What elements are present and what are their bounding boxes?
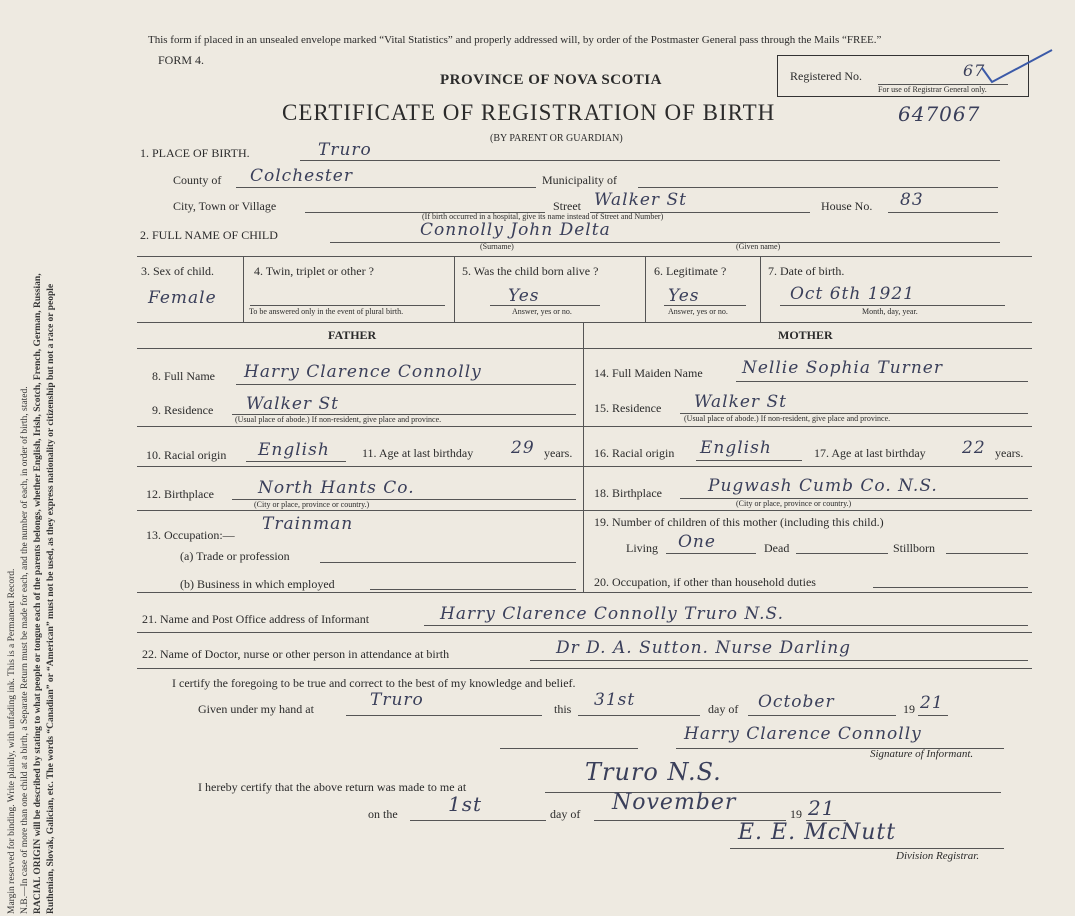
certify-year-prefix: 19	[903, 702, 915, 716]
father-business-label: (b) Business in which employed	[180, 577, 335, 591]
mother-occupation-label: 20. Occupation, if other than household duties	[594, 575, 816, 589]
sex-value: Female	[148, 288, 217, 308]
mother-racial-label: 16. Racial origin	[594, 446, 675, 460]
legitimate-label: 6. Legitimate ?	[654, 264, 727, 278]
mother-age-value: 22	[962, 438, 986, 458]
mother-heading: MOTHER	[778, 328, 833, 342]
registered-value: 67	[963, 61, 986, 80]
registrar-place-value: Truro N.S.	[585, 758, 722, 786]
form-number: FORM 4.	[158, 53, 205, 67]
father-residence-note: (Usual place of abode.) If non-resident, give place and province.	[235, 415, 442, 424]
father-birthplace-value: North Hants Co.	[258, 478, 415, 498]
informant-label: 21. Name and Post Office address of Informant	[142, 612, 370, 626]
twin-label: 4. Twin, triplet or other ?	[254, 264, 374, 278]
father-birthplace-note: (City or place, province or country.)	[254, 500, 370, 509]
division-registrar-label: Division Registrar.	[896, 850, 980, 862]
given-under-label: Given under my hand at	[198, 702, 314, 716]
legitimate-note: Answer, yes or no.	[668, 307, 728, 316]
father-birthplace-label: 12. Birthplace	[146, 487, 214, 501]
municipality-label: Municipality of	[542, 173, 617, 187]
registrar-year-prefix: 19	[790, 807, 802, 821]
certify-year-value: 21	[920, 693, 944, 713]
certificate-subtitle: (BY PARENT OR GUARDIAN)	[490, 133, 623, 144]
father-residence-label: 9. Residence	[152, 403, 214, 417]
father-name-label: 8. Full Name	[152, 369, 215, 383]
house-label: House No.	[821, 199, 873, 213]
twin-note: To be answered only in the event of plural birth.	[249, 307, 404, 316]
mother-years: years.	[995, 446, 1024, 460]
alive-note: Answer, yes or no.	[512, 307, 572, 316]
given-place-value: Truro	[370, 690, 424, 710]
certificate-number: 647067	[898, 102, 981, 126]
living-value: One	[678, 532, 716, 552]
margin-line-2: N.B.—In case of more than one child at a birth, a Separate Return must be made for each, and the number of each, in order of birth, stated.	[20, 386, 30, 914]
registrar-signature: E. E. McNutt	[738, 820, 897, 845]
margin-line-3: RACIAL ORIGIN will be described by stating to what people or tongue each of the parents belongs, whether English, Irish, Scotch, French, German, Russian,	[33, 273, 43, 914]
city-label: City, Town or Village	[173, 199, 277, 213]
living-label: Living	[626, 541, 658, 555]
child-name-value: Connolly John Delta	[420, 220, 611, 240]
father-racial-label: 10. Racial origin	[146, 448, 227, 462]
doctor-value: Dr D. A. Sutton. Nurse Darling	[556, 638, 852, 658]
father-age-value: 29	[511, 438, 535, 458]
alive-value: Yes	[508, 286, 540, 306]
mother-residence-note: (Usual place of abode.) If non-resident, give place and province.	[684, 414, 891, 423]
this-label: this	[554, 702, 572, 716]
father-heading: FATHER	[328, 328, 377, 342]
mother-age-label: 17. Age at last birthday	[814, 446, 926, 460]
certify-day-value: 31st	[594, 690, 636, 710]
mother-birthplace-label: 18. Birthplace	[594, 486, 662, 500]
birth-date-label: 7. Date of birth.	[768, 264, 845, 278]
registrar-note: For use of Registrar General only.	[878, 85, 987, 94]
mother-racial-value: English	[700, 438, 772, 458]
father-racial-value: English	[258, 440, 330, 460]
father-age-label: 11. Age at last birthday	[362, 446, 474, 460]
informant-value: Harry Clarence Connolly Truro N.S.	[440, 604, 784, 624]
mail-notice: This form if placed in an unsealed envelope marked “Vital Statistics” and properly addressed will, by order of the Postmaster General pass through the Mails “FREE.”	[148, 34, 882, 46]
father-occupation-label: 13. Occupation:—	[146, 528, 235, 542]
surname-note: (Surname)	[480, 242, 514, 251]
registrar-day-value: 1st	[448, 792, 483, 816]
registrar-year-value: 21	[808, 796, 836, 820]
doctor-label: 22. Name of Doctor, nurse or other person in attendance at birth	[142, 647, 450, 661]
mother-name-value: Nellie Sophia Turner	[742, 358, 943, 378]
signature-of-informant-label: Signature of Informant.	[870, 748, 974, 760]
given-name-note: (Given name)	[736, 242, 781, 251]
margin-line-1: Margin reserved for binding. Write plainly, with unfading ink. This is a Permanent Record.	[7, 568, 17, 914]
street-value: Walker St	[594, 190, 687, 210]
hospital-note: (If birth occurred in a hospital, give its name instead of Street and Number)	[422, 212, 664, 221]
certify-statement: I certify the foregoing to be true and correct to the best of my knowledge and belief.	[172, 676, 576, 690]
registrar-month-value: November	[612, 790, 737, 815]
margin-instructions	[6, 18, 116, 914]
county-label: County of	[173, 173, 222, 187]
dead-label: Dead	[764, 541, 790, 555]
mother-children-label: 19. Number of children of this mother (including this child.)	[594, 515, 884, 529]
mother-birthplace-note: (City or place, province or country.)	[736, 499, 852, 508]
registrar-day-of-label: day of	[550, 807, 581, 821]
father-residence-value: Walker St	[246, 394, 339, 414]
mother-birthplace-value: Pugwash Cumb Co. N.S.	[708, 476, 938, 496]
informant-signature: Harry Clarence Connolly	[684, 724, 922, 744]
father-occupation-value: Trainman	[262, 514, 354, 534]
father-trade-label: (a) Trade or profession	[180, 549, 290, 563]
checkmark-icon	[978, 46, 1058, 92]
province-title: PROVINCE OF NOVA SCOTIA	[440, 72, 662, 88]
father-years: years.	[544, 446, 573, 460]
father-name-value: Harry Clarence Connolly	[244, 362, 482, 382]
registrar-statement: I hereby certify that the above return was made to me at	[198, 780, 467, 794]
margin-line-4: Ruthenian, Slovak, Galician, etc. The words “Canadian” or “American” must not be used, as they express nationality or citizenship but not a race or people	[46, 283, 56, 914]
street-label: Street	[553, 199, 581, 213]
mother-residence-label: 15. Residence	[594, 401, 662, 415]
birth-date-note: Month, day, year.	[862, 307, 918, 316]
house-value: 83	[900, 190, 924, 210]
place-of-birth-value: Truro	[318, 140, 372, 160]
sex-label: 3. Sex of child.	[141, 264, 214, 278]
mother-name-label: 14. Full Maiden Name	[594, 366, 703, 380]
registered-label: Registered No.	[790, 69, 862, 83]
registered-box	[777, 55, 1029, 97]
county-value: Colchester	[250, 166, 353, 186]
certificate-title: CERTIFICATE OF REGISTRATION OF BIRTH	[282, 100, 776, 125]
stillborn-label: Stillborn	[893, 541, 936, 555]
on-the-label: on the	[368, 807, 398, 821]
child-name-label: 2. FULL NAME OF CHILD	[140, 228, 278, 242]
legitimate-value: Yes	[668, 286, 700, 306]
mother-residence-value: Walker St	[694, 392, 787, 412]
alive-label: 5. Was the child born alive ?	[462, 264, 599, 278]
certify-day-of-label: day of	[708, 702, 739, 716]
place-of-birth-label: 1. PLACE OF BIRTH.	[140, 146, 250, 160]
certify-month-value: October	[758, 692, 835, 712]
birth-date-value: Oct 6th 1921	[790, 284, 915, 304]
